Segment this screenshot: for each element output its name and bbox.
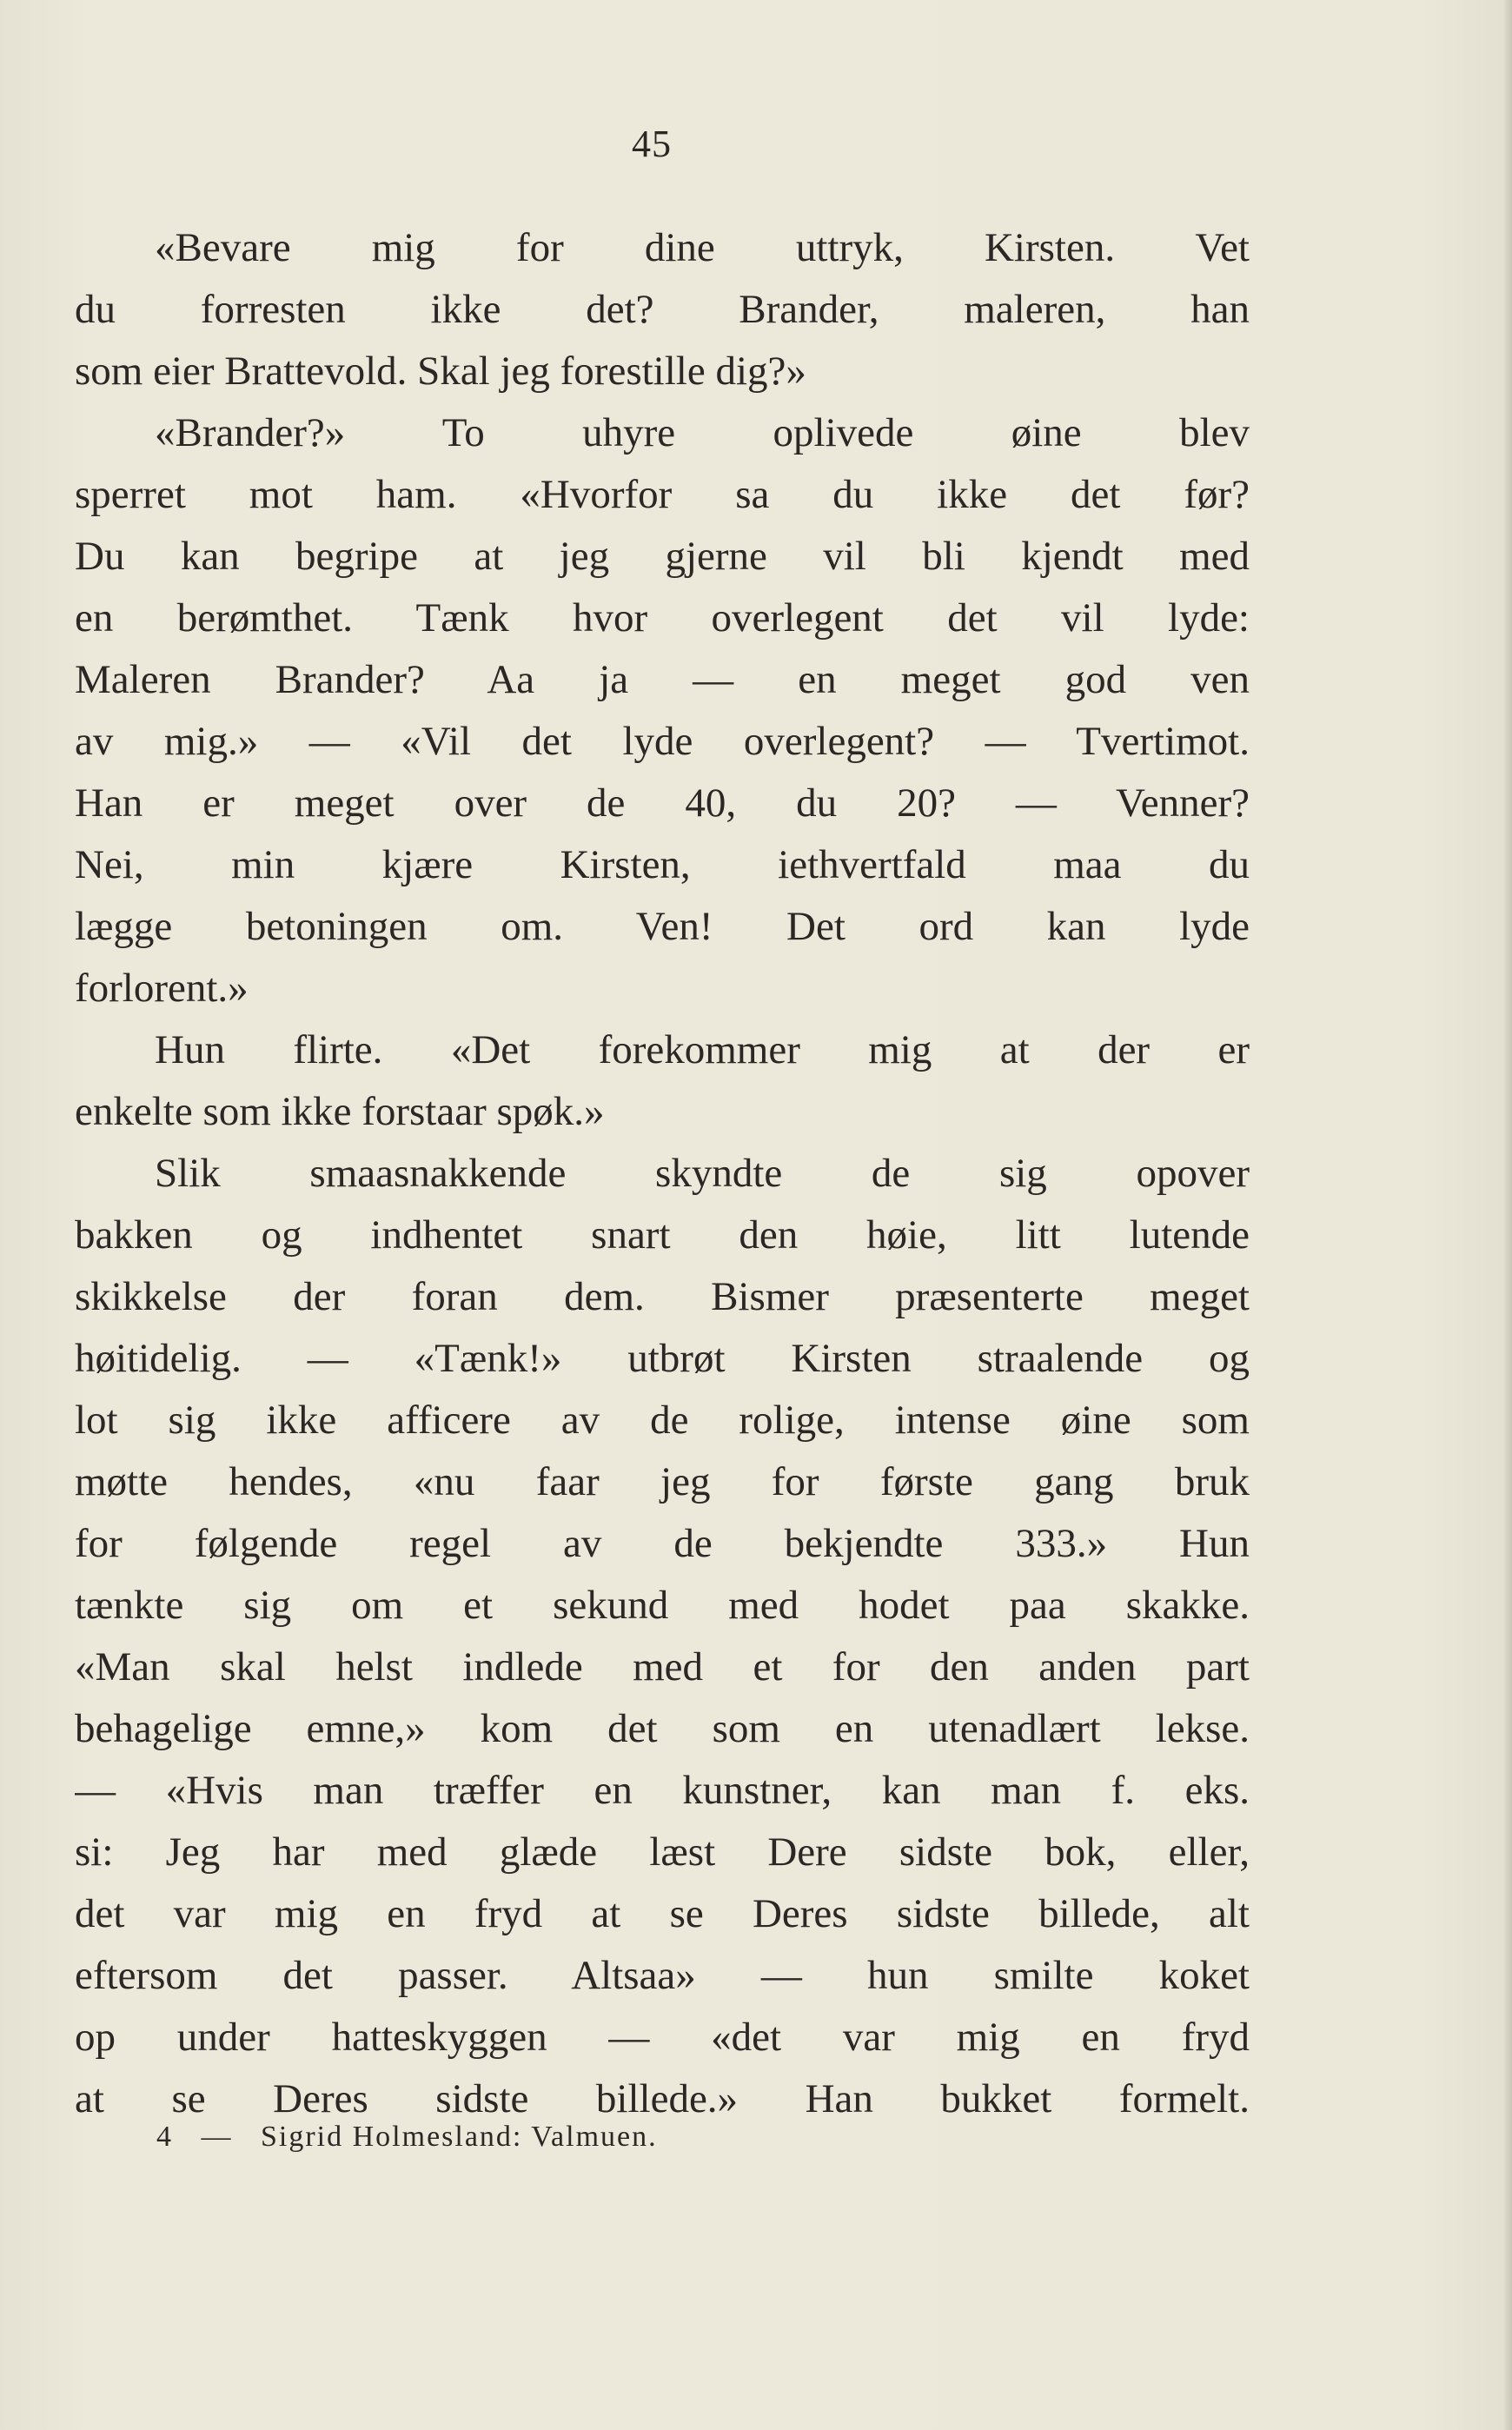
text-line: Slik smaasnakkende skyndte de sig opover [155,1151,1250,1196]
text-line: behagelige emne,» kom det som en utenadlært lekse. [75,1706,1250,1751]
text-line: sperret mot ham. «Hvorfor sa du ikke det før? [75,472,1250,517]
text-line: enkelte som ikke forstaar spøk.» [75,1089,605,1134]
text-line: eftersom det passer. Altsaa» — hun smilte koket [75,1953,1250,1998]
text-line: for følgende regel av de bekjendte 333.» Hun [75,1521,1250,1566]
text-line: av mig.» — «Vil det lyde overlegent? — Tvertimot. [75,719,1250,764]
text-line: lot sig ikke afficere av de rolige, intense øine som [75,1398,1250,1443]
text-line: lægge betoningen om. Ven! Det ord kan lyde [75,904,1250,949]
text-line: du forresten ikke det? Brander, maleren, han [75,287,1250,332]
text-line: «Man skal helst indlede med et for den anden part [75,1644,1250,1690]
text-line: «Brander?» To uhyre oplivede øine blev [155,410,1250,455]
text-line: at se Deres sidste billede.» Han bukket formelt. [75,2076,1250,2121]
text-line: Hun flirte. «Det forekommer mig at der er [155,1027,1250,1072]
text-line: forlorent.» [75,966,249,1011]
text-line: si: Jeg har med glæde læst Dere sidste bok, eller, [75,1829,1250,1875]
text-line: tænkte sig om et sekund med hodet paa skakke. [75,1583,1250,1628]
author-and-title: Sigrid Holmesland: Valmuen. [261,2121,658,2153]
page-edge-shadow [1503,0,1512,2430]
body-text [75,217,1250,2130]
page-number: 45 [632,123,672,165]
text-line: som eier Brattevold. Skal jeg forestille dig?» [75,349,806,394]
text-line: skikkelse der foran dem. Bismer præsenterte meget [75,1274,1250,1319]
text-line: høitidelig. — «Tænk!» utbrøt Kirsten straalende og [75,1336,1250,1381]
text-line: bakken og indhentet snart den høie, litt lutende [75,1212,1250,1258]
text-line: en berømthet. Tænk hvor overlegent det vil lyde: [75,595,1250,641]
text-line: det var mig en fryd at se Deres sidste billede, alt [75,1891,1250,1936]
text-line: Han er meget over de 40, du 20? — Venner? [75,780,1250,826]
text-line: «Bevare mig for dine uttryk, Kirsten. Vet [155,225,1250,270]
text-line: op under hatteskyggen — «det var mig en fryd [75,2015,1250,2060]
footer-signature-line [156,2121,677,2154]
signature-number: 4 [156,2121,173,2153]
text-line: — «Hvis man træffer en kunstner, kan man f. eks. [75,1768,1250,1813]
text-line: Nei, min kjære Kirsten, iethvertfald maa du [75,842,1250,887]
text-line: Du kan begripe at jeg gjerne vil bli kjendt med [75,534,1250,579]
signature-dash: — [201,2121,233,2153]
text-line: Maleren Brander? Aa ja — en meget god ven [75,657,1250,702]
text-line: møtte hendes, «nu faar jeg for første gang bruk [75,1459,1250,1504]
